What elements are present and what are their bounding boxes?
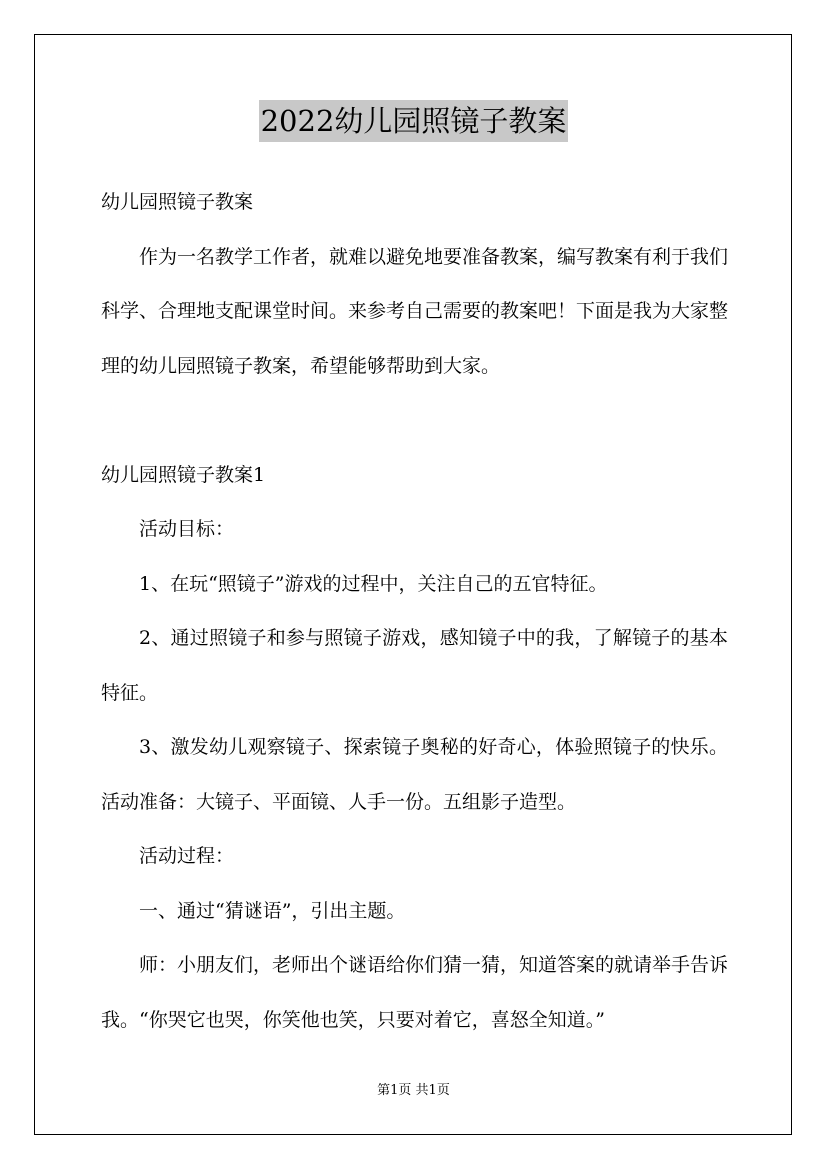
- goal-item-3: 3、激发幼儿观察镜子、探索镜子奥秘的好奇心，体验照镜子的快乐。活动准备：大镜子、平面镜、人手一份。五组影子造型。: [101, 736, 728, 813]
- goal-item-1: 1、在玩“照镜子”游戏的过程中，关注自己的五官特征。: [139, 572, 608, 595]
- goals-heading: 活动目标：: [139, 518, 235, 540]
- document-body: [101, 175, 728, 1047]
- process-step-1: 一、通过“猜谜语”，引出主题。: [139, 899, 406, 922]
- document-title-text: 2022幼儿园照镜子教案: [259, 100, 569, 142]
- document-title: [0, 100, 827, 142]
- goal-item-2: 2、通过照镜子和参与照镜子游戏，感知镜子中的我，了解镜子的基本特征。: [101, 627, 728, 704]
- process-heading: 活动过程：: [139, 845, 235, 867]
- document-subtitle: 幼儿园照镜子教案: [101, 191, 254, 213]
- page-number: 第1页 共1页: [377, 1083, 450, 1098]
- intro-paragraph: 作为一名教学工作者，就难以避免地要准备教案，编写教案有利于我们科学、合理地支配课堂时间。来参考自己需要的教案吧！下面是我为大家整理的幼儿园照镜子教案，希望能够帮助到大家。: [101, 245, 729, 377]
- teacher-dialogue: 师：小朋友们，老师出个谜语给你们猜一猜，知道答案的就请举手告诉我。“你哭它也哭，你笑他也笑，只要对着它，喜怒全知道。”: [101, 954, 729, 1031]
- section-title: 幼儿园照镜子教案1: [101, 463, 266, 486]
